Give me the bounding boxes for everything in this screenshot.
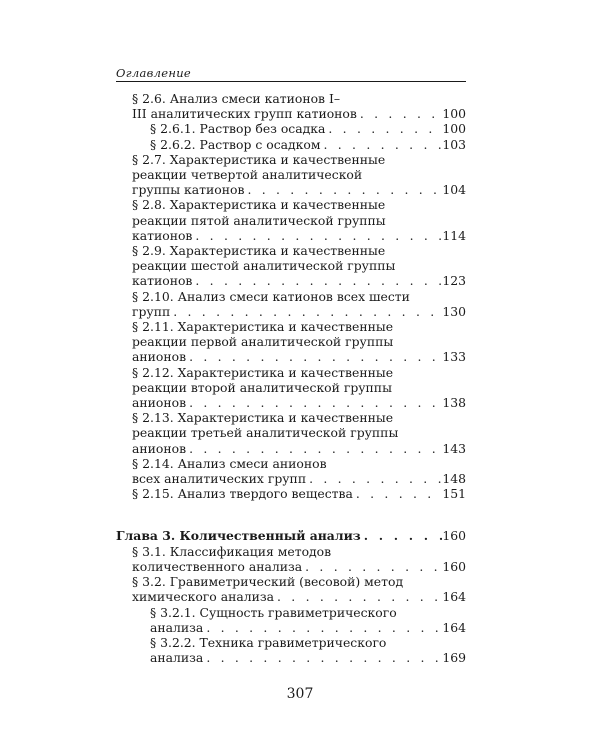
toc-entry: [116, 319, 466, 365]
toc-entry-text: § 2.13. Характеристика и качественные: [132, 410, 394, 426]
toc-entry-line: [132, 486, 466, 501]
dot-leader: [321, 137, 443, 152]
dot-leader: [203, 650, 442, 665]
toc-entry-line: [132, 559, 466, 574]
toc-entry-line: [150, 620, 466, 635]
toc-entry-text: § 3.2.1. Сущность гравиметрического: [150, 604, 397, 620]
toc-page-ref: 133: [442, 349, 466, 365]
toc-entry-text: анионов: [132, 440, 187, 456]
toc-entry-text: катионов: [132, 273, 193, 289]
toc-entry-line: [132, 589, 466, 604]
toc-entry-text: анионов: [132, 349, 187, 365]
toc-entry: [116, 574, 466, 604]
toc-entry-text: реакции первой аналитической группы: [132, 334, 394, 350]
toc-entry-text: § 2.14. Анализ смеси анионов: [132, 455, 327, 471]
toc-entry-text: Глава 3. Количественный анализ: [116, 528, 361, 544]
running-header: Оглавление: [116, 66, 192, 80]
dot-leader: [274, 589, 442, 604]
dot-leader: [302, 559, 442, 574]
toc-entry: [116, 152, 466, 198]
toc-entry-text: III аналитических групп катионов: [132, 106, 357, 122]
toc-entry-text: реакции четвертой аналитической: [132, 167, 363, 183]
toc-entry-line: [132, 349, 466, 364]
toc-entry-line: [132, 365, 466, 380]
dot-leader: [325, 121, 442, 136]
toc-entry-line: [150, 121, 466, 136]
toc-entry-line: [132, 574, 466, 589]
toc-entry-line: [132, 544, 466, 559]
toc-page-ref: 151: [442, 486, 466, 502]
toc-page-ref: 160: [442, 558, 466, 574]
toc-entry-text: § 3.2.2. Техника гравиметрического: [150, 634, 387, 650]
toc-entry-text: § 2.6.1. Раствор без осадка: [150, 121, 326, 137]
toc-entry-line: [150, 137, 466, 152]
dot-leader: [170, 304, 442, 319]
toc-entry-text: химического анализа: [132, 589, 275, 605]
toc-entry-line: [132, 319, 466, 334]
toc-entry-line: [132, 167, 466, 182]
dot-leader: [306, 471, 442, 486]
toc-entry-text: § 2.7. Характеристика и качественные: [132, 151, 386, 167]
dot-leader: [361, 528, 443, 543]
dot-leader: [186, 349, 442, 364]
toc-page-ref: 169: [442, 650, 466, 666]
toc-entry-text: группы катионов: [132, 182, 245, 198]
toc-entry-text: катионов: [132, 227, 193, 243]
dot-leader: [203, 620, 442, 635]
toc-entry: [116, 605, 466, 635]
toc-entry-line: [150, 635, 466, 650]
toc-page-ref: 138: [442, 395, 466, 411]
toc-entry: [116, 486, 466, 501]
toc-entry: [116, 91, 466, 121]
toc-entry: [116, 544, 466, 574]
toc-entry-line: [132, 441, 466, 456]
toc-entry-text: реакции шестой аналитической группы: [132, 258, 396, 274]
toc-entry-line: [150, 605, 466, 620]
dot-leader: [186, 441, 442, 456]
toc-entry: [116, 243, 466, 289]
toc-entry-text: § 2.6.2. Раствор с осадком: [150, 136, 321, 152]
toc-page-ref: 164: [442, 619, 466, 635]
toc-entry-line: [150, 650, 466, 665]
toc-entry-text: § 2.11. Характеристика и качественные: [132, 319, 394, 335]
toc-entry-text: § 2.6. Анализ смеси катионов I–: [132, 91, 341, 106]
toc-entry: [116, 365, 466, 411]
toc-entry-text: количественного анализа: [132, 558, 303, 574]
dot-leader: [353, 486, 442, 501]
toc-page-ref: 130: [442, 303, 466, 319]
page-number: 307: [286, 686, 314, 702]
toc-entry-line: [132, 243, 466, 258]
toc-entry-line: [132, 197, 466, 212]
toc-entry-line: [132, 152, 466, 167]
toc-page-ref: 148: [442, 471, 466, 487]
toc-entry-line: [132, 228, 466, 243]
toc-entry: [116, 289, 466, 319]
toc-entry-line: [132, 380, 466, 395]
toc-entry-line: [132, 273, 466, 288]
toc-chapter-entry: [116, 528, 466, 543]
toc-entry-text: § 2.15. Анализ твердого вещества: [132, 486, 353, 502]
toc-entry: [116, 137, 466, 152]
toc-entry-text: реакции третьей аналитической группы: [132, 425, 399, 441]
dot-leader: [244, 182, 442, 197]
toc-entry-text: § 2.8. Характеристика и качественные: [132, 197, 386, 213]
toc-entry-text: реакции пятой аналитической группы: [132, 212, 386, 228]
toc-entry-line: [132, 106, 466, 121]
toc-entry-line: [132, 410, 466, 425]
toc-entry-text: § 2.10. Анализ смеси катионов всех шести: [132, 288, 410, 304]
toc-entry-line: [132, 395, 466, 410]
toc-page-ref: 103: [442, 136, 466, 152]
toc-page-ref: 143: [442, 440, 466, 456]
dot-leader: [186, 395, 442, 410]
table-of-contents: [116, 91, 466, 665]
toc-entry: [116, 456, 466, 486]
toc-entry-line: [116, 528, 466, 543]
toc-entry-text: реакции второй аналитической группы: [132, 379, 392, 395]
dot-leader: [192, 273, 442, 288]
toc-entry-line: [132, 304, 466, 319]
toc-entry-text: § 3.2. Гравиметрический (весовой) метод: [132, 574, 404, 590]
section-gap: [116, 501, 466, 528]
toc-entry-line: [132, 258, 466, 273]
header-rule: [116, 81, 466, 82]
toc-entry-text: групп: [132, 303, 171, 319]
toc-page-ref: 104: [442, 182, 466, 198]
toc-entry-text: § 2.12. Характеристика и качественные: [132, 364, 394, 380]
toc-page-ref: 100: [442, 106, 466, 122]
dot-leader: [192, 228, 442, 243]
toc-page-ref: 160: [442, 528, 466, 544]
toc-entry: [116, 197, 466, 243]
toc-entry-text: анализа: [150, 650, 204, 666]
toc-entry-line: [132, 213, 466, 228]
toc-entry-line: [132, 456, 466, 471]
toc-entry-text: анализа: [150, 619, 204, 635]
toc-entry: [116, 121, 466, 136]
toc-entry-text: всех аналитических групп: [132, 471, 307, 487]
toc-page-ref: 100: [442, 121, 466, 137]
toc-entry-line: [132, 425, 466, 440]
toc-entry-line: [132, 334, 466, 349]
toc-entry: [116, 410, 466, 456]
toc-entry-line: [132, 289, 466, 304]
toc-entry-text: анионов: [132, 395, 187, 411]
toc-entry-line: [132, 91, 466, 106]
toc-entry: [116, 635, 466, 665]
toc-entry-line: [132, 471, 466, 486]
dot-leader: [357, 106, 442, 121]
toc-entry-line: [132, 182, 466, 197]
toc-entry-text: § 3.1. Классификация методов: [132, 543, 332, 559]
toc-entry-text: § 2.9. Характеристика и качественные: [132, 243, 386, 259]
toc-page-ref: 114: [442, 227, 466, 243]
toc-page-ref: 123: [442, 273, 466, 289]
toc-page-ref: 164: [442, 589, 466, 605]
